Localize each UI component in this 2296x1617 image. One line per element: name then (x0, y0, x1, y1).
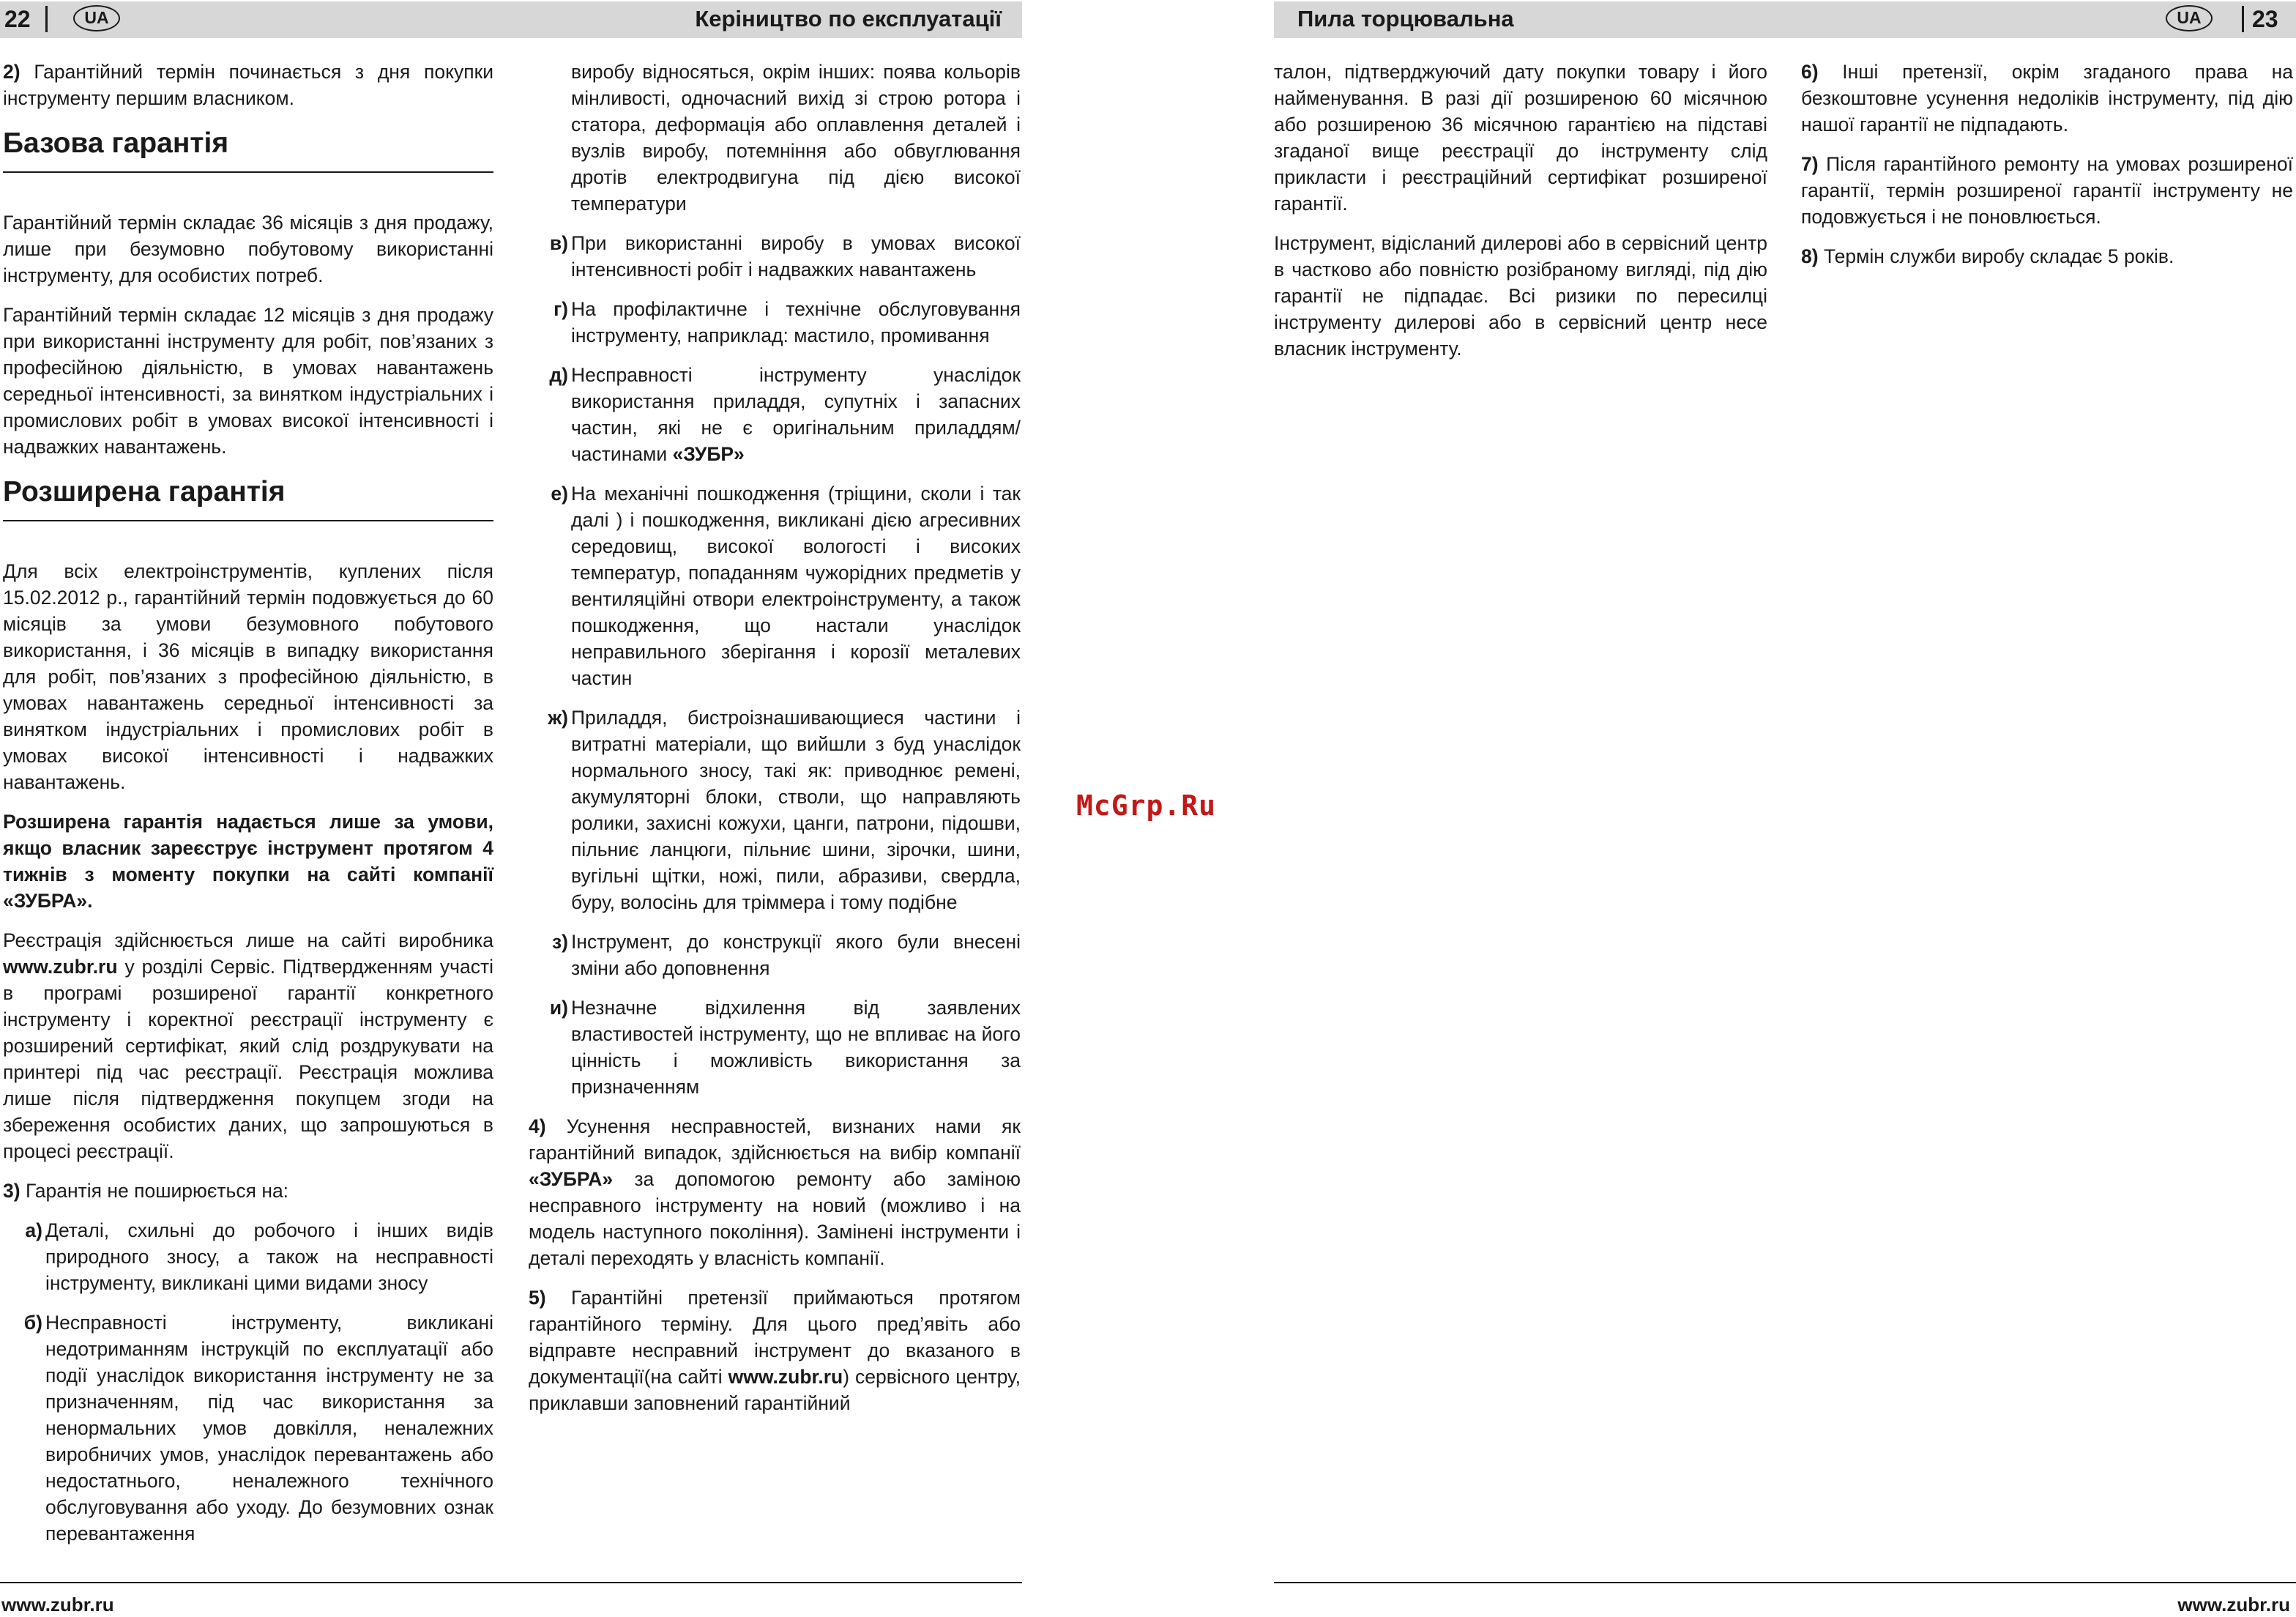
list-item: в) При використанні виробу в умовах високої інтенсивності робіт і надважких навантажень (549, 232, 1021, 280)
basic-warranty-paragraph-1: Гарантійний термін складає 36 місяців з дня продажу, лише при безумовно побутовому використанні інструменту, для особистих потреб. (3, 212, 493, 286)
list-item: и) Незначне відхилення від заявлених властивостей інструменту, що не впливає на його цінність і можливість використання за призначенням (549, 997, 1021, 1098)
list-item-continuation: виробу відносяться, окрім інших: поява кольорів мінливості, одночасний вихід зі строю ротора і статора, деформація або оплавлення деталей і вузлів виробу, потемніння або обвуглювання дротів електродвигуна під дією високої температури (571, 61, 1021, 215)
watermark: McGrp.Ru (1076, 789, 1217, 822)
zubr-site-link[interactable]: www.zubr.ru (728, 1366, 843, 1388)
heading-basic-warranty: Базова гарантія (3, 124, 493, 173)
left-lang-badge: UA (73, 5, 120, 31)
shipping-paragraph: Інструмент, відісланий дилерові або в сервісний центр в частково або повністю розібраному вигляді, під дію гарантії не підпадає. Всі ризики по пересилці інструменту дилерові або в сервісний центр несе власник інструменту. (1274, 232, 1767, 360)
repair-paragraph: 4) Усунення несправностей, визнаних нами як гарантійний випадок, здійснюється на вибір компанії «ЗУБРА» за допомогою ремонту або заміною несправного інструменту на новий (можливо і на модель наступного покоління). Замінені інструменти і деталі переходять у власність компанії. (529, 1115, 1021, 1269)
list-item: а) Деталі, схильні до робочого і інших видів природного зносу, а також на несправності інструменту, викликані цими видами зносу (25, 1219, 493, 1294)
heading-extended-warranty: Розширена гарантія (3, 473, 493, 521)
list-item: д) Несправності інструменту унаслідок використання приладдя, супутніх і запасних частин, які не є оригінальним приладдям/ частинами «ЗУБР» (549, 364, 1021, 465)
left-column-2 (529, 59, 1021, 1430)
right-footer-rule (1274, 1582, 2296, 1583)
right-column-1 (1274, 59, 1767, 375)
right-footer-url[interactable]: www.zubr.ru (2177, 1594, 2290, 1616)
right-header-title: Пила торцювальна (1297, 6, 1514, 31)
warranty-card-paragraph: талон, підтверджуючий дату покупки товару і його найменування. В разі дії розширеною 60 місячною або розширеною 36 місячною гарантією на підставі згаданої вище реєстрації до інструменту слід прикласти і реєстраційний сертифікат розширеної гарантії. (1274, 61, 1767, 215)
exclusions-intro: 3) Гарантія не поширюється на: (3, 1180, 289, 1202)
intro-paragraph: 2) Гарантійний термін починається з дня покупки інструменту першим власником. (3, 61, 493, 109)
page-number-divider (2242, 6, 2244, 32)
left-header-title: Керіництво по експлуатації (695, 6, 1002, 31)
right-column-2 (1801, 59, 2293, 283)
list-item: г) На профілактичне і технічне обслуговування інструменту, наприклад: мастило, промивання (554, 298, 1021, 346)
left-page-number: 22 (4, 6, 31, 32)
claims-paragraph: 5) Гарантійні претензії приймаються протягом гарантійного терміну. Для цього пред’явіть або відправте несправний інструмент до вказаного в документації(на сайті www.zubr.ru) сервісного центру, приклавши заповнений гарантійний (529, 1287, 1021, 1414)
list-item: ж) Приладдя, бистроізнашивающиеся частини і витратні матеріали, що вийшли з буд унаслідок нормального зносу, такі як: приводнює ремені, акумуляторні блоки, стволи, що направляють ролики, захисні кожухи, цанги, патрони, підошви, пільниє ланцюги, пільниє шини, зірочки, шини, вугільні щітки, ножі, пили, абразиви, свердла, буру, волосінь для тріммера і тому подібне (548, 707, 1021, 913)
right-page-number: 23 (2252, 6, 2278, 32)
left-footer-url[interactable]: www.zubr.ru (1, 1594, 114, 1616)
extended-warranty-paragraph-1: Для всіх електроінструментів, куплених після 15.02.2012 р., гарантійний термін подовжується до 60 місяців за умови безумовного побутового використання, і 36 місяців в випадку використання для робіт, пов’язаних з професійною діяльністю, в умовах навантажень середньої інтенсивності за винятком індустріальних і промислових робіт в умовах високої інтенсивності і надважких навантажень. (3, 560, 493, 793)
page-number-divider (45, 6, 48, 32)
zubr-site-link[interactable]: www.zubr.ru (3, 956, 118, 978)
other-claims-paragraph: 6) Інші претензії, окрім згаданого права на безкоштовне усунення недоліків інструменту, під дію нашої гарантії не підпадають. (1801, 61, 2293, 135)
list-item: б) Несправності інструменту, викликані недотриманням інструкцій по експлуатації або події унаслідок використання інструменту не за призначенням, під час використання за ненормальних умов довкілля, неналежних виробничих умов, унаслідок перевантажень або недостатнього, неналежного технічного обслуговування або уходу. До безумовних ознак перевантаження (23, 1312, 493, 1544)
right-lang-badge: UA (2166, 5, 2213, 31)
post-repair-paragraph: 7) Після гарантійного ремонту на умовах розширеної гарантії, термін розширеної гарантії інструменту не подовжується і не поновлюється. (1801, 153, 2293, 228)
registration-paragraph: Реєстрація здійснюється лише на сайті виробника www.zubr.ru у розділі Сервіс. Підтвердженням участі в програмі розширеної гарантії конкретного інструменту і коректної реєстрації інструменту є розширений сертифікат, який слід роздрукувати на принтері під час реєстрації. Реєстрація можлива лише після підтвердження покупцем згоди на збереження особистих даних, що запрошуються в процесі реєстрації. (3, 929, 493, 1162)
list-item: е) На механічні пошкодження (тріщини, сколи і так далі ) і пошкодження, викликані дією агресивних середовищ, високої вологості і високих температур, попаданням чужорідних предметів у вентиляційні отвори електроінструменту, а також пошкодження, що настали унаслідок неправильного зберігання і корозії металевих частин (551, 483, 1021, 689)
basic-warranty-paragraph-2: Гарантійний термін складає 12 місяців з дня продажу при використанні інструменту для робіт, пов’язаних з професійною діяльністю, в умовах навантажень середньої інтенсивності, за винятком індустріальних і промислових робіт в умовах високої інтенсивності і надважких навантажень. (3, 304, 493, 458)
service-life-paragraph: 8) Термін служби виробу складає 5 років. (1801, 245, 2174, 267)
extended-warranty-condition: Розширена гарантія надається лише за умови, якщо власник зареєструє інструмент протягом 4 тижнів з моменту покупки на сайті компанії «ЗУБРА». (3, 811, 493, 912)
left-footer-rule (0, 1582, 1022, 1583)
list-item: з) Інструмент, до конструкції якого були внесені зміни або доповнення (552, 931, 1021, 979)
left-column-1 (3, 59, 493, 1560)
